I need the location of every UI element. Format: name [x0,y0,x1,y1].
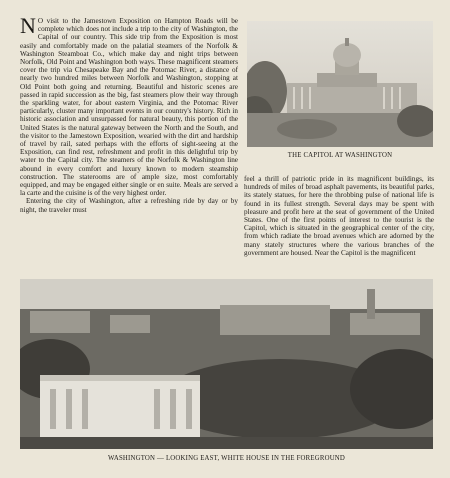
intro-paragraph [20,13,238,198]
capitol-photo-image [247,21,433,147]
capitol-photo [247,21,433,147]
intro-paragraph-text: O visit to the Jamestown Exposition on Hampton Roads will be complete which does not include a trip to the city of Washington, the Capital of our country. This side trip from the Exposition is most easily and comfortably made on the palatial steamers of the Norfolk & Washington Steamboat Co., which make day and night trips between Norfolk, Old Point and Washington both ways. These magnificent steamers cover the trip via Chesapeake Bay and the Potomac River, a distance of nearly two hundred miles between Norfolk and Washington, stopping at Old Point both going and returning. Beautiful and historic scenes are passed in rapid succession as the big, fast steamers plow their way through the sparkling water, for about eastern Virginia, and the Potomac River particularly, cluster many important events in our country's history. Rich in historic association and unsurpassed for natural beauty, this portion of the United States is the natural gateway between the North and the South, and the visitor to the Jamestown Exposition, wearied with the dirt and hardship of travel by rail, sated perhaps with the efforts of sight-seeing at the Exposition, can find rest, refreshment and profit in this delightful trip by water to the Capital city. The steamers of the Norfolk & Washington line abound in every comfort and luxury known to modern steamship construction. The staterooms are of ample size, most comfortably equipped, and may be engaged either single or en suite. Meals are served a la carte and the cuisine is of the very highest order. [20,17,238,198]
washington-photo [20,279,433,449]
capitol-caption: THE CAPITOL AT WASHINGTON [287,152,393,159]
drop-cap: N [20,13,36,38]
right-text-column [244,175,434,257]
second-paragraph: Entering the city of Washington, after a refreshing ride by day or by night, the traveler must [20,197,238,214]
right-paragraph: feel a thrill of patriotic pride in its magnificent buildings, its hundreds of miles of broad asphalt pavements, its beautiful parks, its stately statues, for here the throbbing pulse of national life is found in its fullest strength. Several days may be spent with pleasure and profit here at the seat of government of the United States. One of the first points of interest to the tourist is the Capitol, which is situated in the geographical center of the city, from which radiate the broad avenues which are adorned by the many stately structures where the various branches of the government are housed. Near the Capitol is the magnificent [244,175,434,257]
washington-caption: WASHINGTON — LOOKING EAST, WHITE HOUSE IN THE FOREGROUND [107,455,346,462]
washington-photo-image [20,279,433,449]
left-text-column [20,13,238,214]
